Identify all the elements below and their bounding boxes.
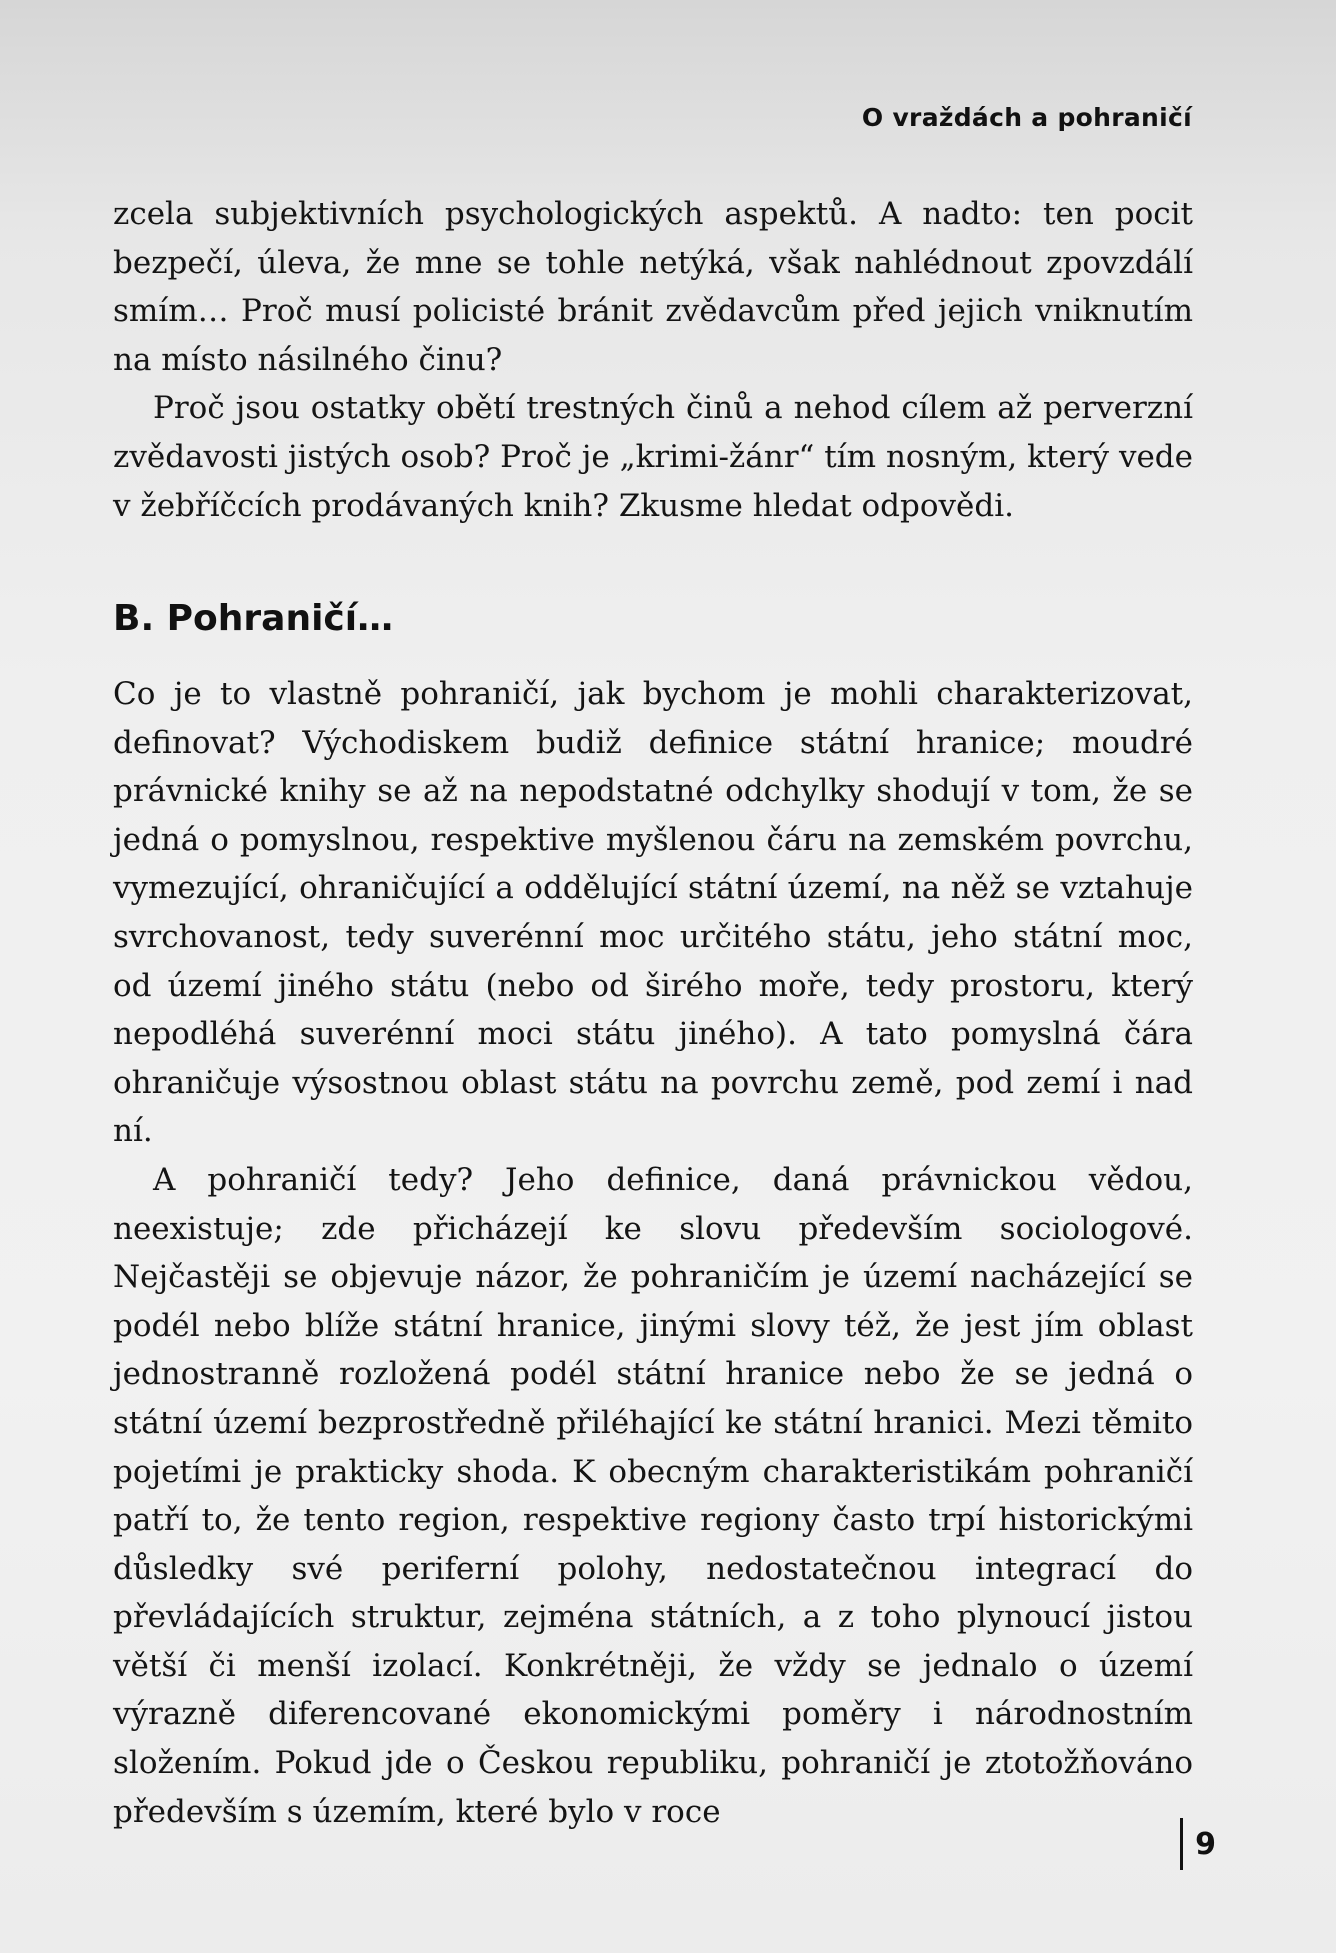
text-block-section-b (113, 670, 1193, 1836)
paragraph-borderland: A pohraničí tedy? Jeho definice, daná právnickou vědou, neexistuje; zde přicházejí ke slovu především sociologové. Nejčastěji se objevuje názor, že pohraničím je území nacházející se podél nebo blíže státní hranice, jinými slovy též, že jest jím oblast jednostranně rozložená podél státní hranice nebo že se jedná o státní území bezprostředně přiléhající ke státní hranici. Mezi těmito pojetími je prakticky shoda. K obecným charakteristikám pohraničí patří to, že tento region, respektive regiony často trpí historickými důsledky své periferní polohy, nedostatečnou integrací do převládajících struktur, zejména státních, a z toho plynoucí jistou větší či menší izolací. Konkrétněji, že vždy se jednalo o území výrazně diferencované ekonomickými poměry i národnostním složením. Pokud jde o Českou republiku, pohraničí je ztotožňováno především s územím, které bylo v roce (113, 1161, 1193, 1830)
paragraph-questions: Proč jsou ostatky obětí trestných činů a nehod cílem až perverzní zvědavosti jistých osob? Proč je „krimi-žánr“ tím nosným, který vede v žebříčcích prodávaných knih? Zkusme hledat odpovědi. (113, 390, 1193, 524)
section-heading: B. Pohraničí… (113, 598, 394, 639)
page-number: 9 (1195, 1826, 1216, 1862)
running-head: O vraždách a pohraničí (861, 103, 1192, 132)
paragraph-continuation: zcela subjektivních psychologických aspektů. A nadto: ten pocit bezpečí, úleva, že mne se tohle netýká, však nahlédnout zpovzdálí smím… Proč musí policisté bránit zvědavcům před jejich vniknutím na místo násilného činu? (113, 196, 1193, 378)
folio (1180, 1818, 1216, 1870)
text-block-intro (113, 190, 1193, 530)
folio-rule (1180, 1818, 1183, 1870)
paragraph-definition: Co je to vlastně pohraničí, jak bychom je mohli charakterizovat, definovat? Východiskem budiž definice státní hranice; moudré právnické knihy se až na nepodstatné odchylky shodují v tom, že se jedná o pomyslnou, respektive myšlenou čáru na zemském povrchu, vymezující, ohraničující a oddělující státní území, na něž se vztahuje svrchovanost, tedy suverénní moc určitého státu, jeho státní moc, od území jiného státu (nebo od širého moře, tedy prostoru, který nepodléhá suverénní moci státu jiného). A tato pomyslná čára ohraničuje výsostnou oblast státu na povrchu země, pod zemí i nad ní. (113, 676, 1193, 1150)
